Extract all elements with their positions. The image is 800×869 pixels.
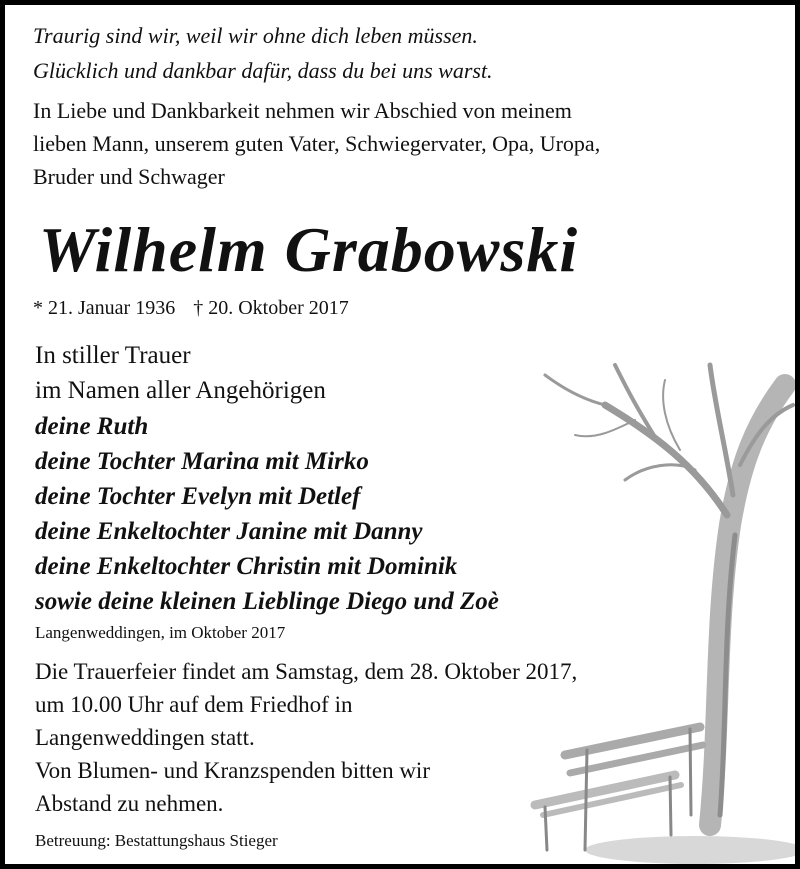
mourning-line-1: In stiller Trauer xyxy=(35,342,191,369)
funeral-line-2: um 10.00 Uhr auf dem Friedhof in xyxy=(35,692,353,717)
tree-bench-illustration xyxy=(495,345,795,864)
relative-line: deine Enkeltochter Janine mit Danny xyxy=(35,518,423,545)
intro-line-3: Bruder und Schwager xyxy=(33,164,225,189)
relative-line: deine Enkeltochter Christin mit Dominik xyxy=(35,553,458,580)
relative-line: deine Tochter Marina mit Mirko xyxy=(35,448,369,475)
life-dates xyxy=(33,297,349,320)
intro-line-1: In Liebe und Dankbarkeit nehmen wir Abschied von meinem xyxy=(33,98,572,123)
quote-line-1: Traurig sind wir, weil wir ohne dich leben müssen. xyxy=(33,23,478,48)
funeral-line-5: Abstand zu nehmen. xyxy=(35,791,224,816)
funeral-line-3: Langenweddingen statt. xyxy=(35,725,255,750)
funeral-line-1: Die Trauerfeier findet am Samstag, dem 28. Oktober 2017, xyxy=(35,659,578,684)
relative-line: deine Tochter Evelyn mit Detlef xyxy=(35,483,361,510)
death-date: † 20. Oktober 2017 xyxy=(193,297,349,319)
deceased-name: Wilhelm Grabowski xyxy=(39,214,579,285)
quote-line-2: Glücklich und dankbar dafür, dass du bei uns warst. xyxy=(33,58,493,83)
funeral-line-4: Von Blumen- und Kranzspenden bitten wir xyxy=(35,758,430,783)
intro-line-2: lieben Mann, unserem guten Vater, Schwiegervater, Opa, Uropa, xyxy=(33,131,601,156)
funeral-home-credit: Betreuung: Bestattungshaus Stieger xyxy=(35,831,278,850)
relative-line: deine Ruth xyxy=(35,413,149,440)
place-date: Langenweddingen, im Oktober 2017 xyxy=(35,623,286,642)
mourning-line-2: im Namen aller Angehörigen xyxy=(35,377,326,404)
birth-date: * 21. Januar 1936 xyxy=(33,297,176,319)
relative-line: sowie deine kleinen Lieblinge Diego und Zoè xyxy=(35,588,499,615)
